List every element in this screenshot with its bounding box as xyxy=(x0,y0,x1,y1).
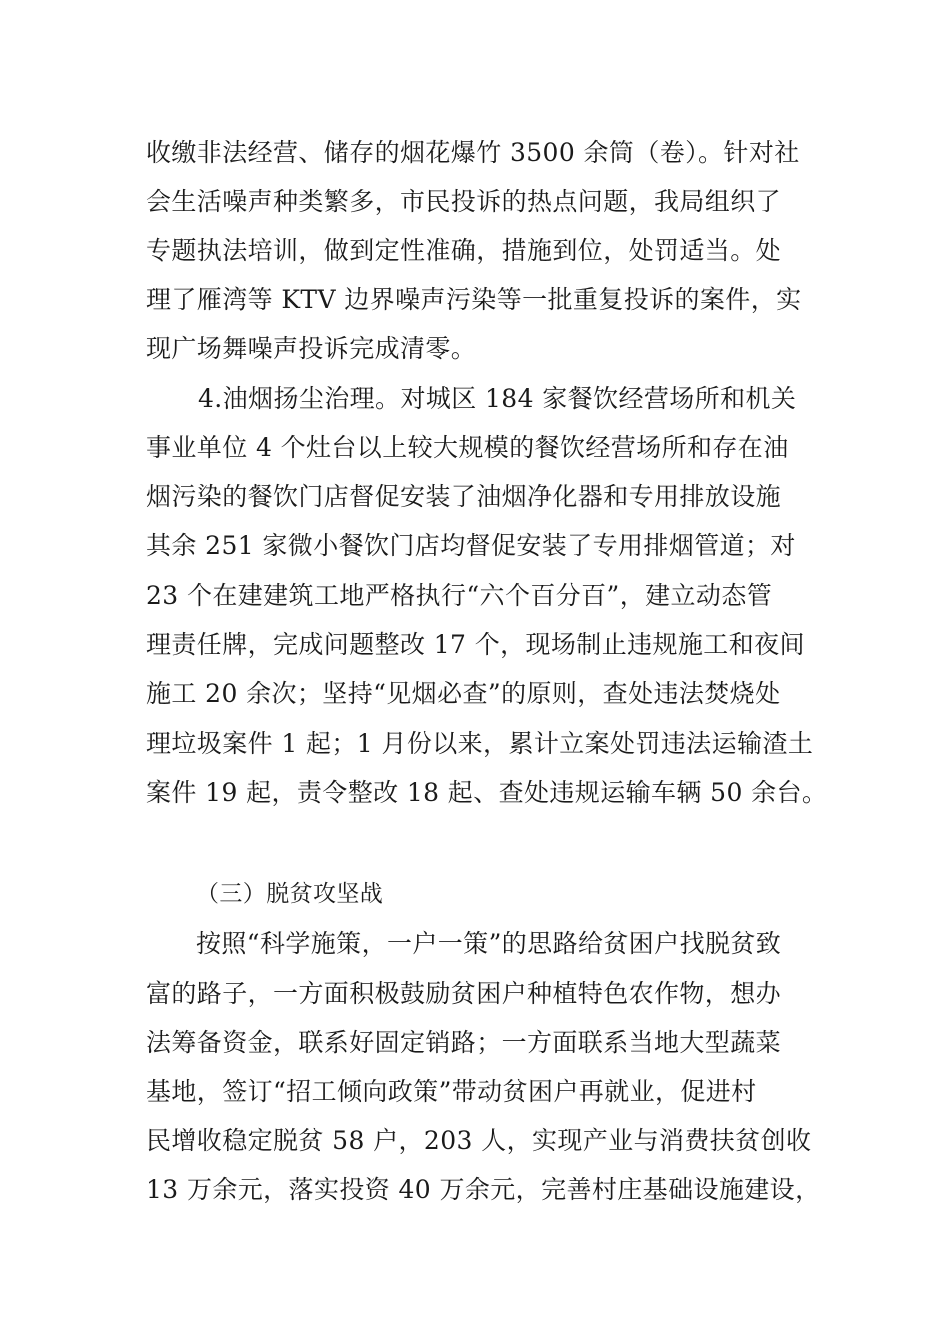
paragraph-1-line-5: 现广场舞噪声投诉完成清零。 xyxy=(146,334,477,363)
paragraph-1-line-4: 理了雁湾等 KTV 边界噪声污染等一批重复投诉的案件，实 xyxy=(146,285,802,314)
paragraph-3-line-4: 基地，签订“招工倾向政策”带动贫困户再就业，促进村 xyxy=(146,1077,757,1106)
paragraph-3-line-3: 法筹备资金，联系好固定销路；一方面联系当地大型蔬菜 xyxy=(146,1028,782,1057)
section-heading: （三）脱贫攻坚战 xyxy=(196,881,384,907)
paragraph-2-line-1: 4.油烟扬尘治理。对城区 184 家餐饮经营场所和机关 xyxy=(198,384,797,413)
paragraph-2-line-5: 23 个在建建筑工地严格执行“六个百分百”，建立动态管 xyxy=(146,581,773,610)
paragraph-3-line-2: 富的路子，一方面积极鼓励贫困户种植特色农作物，想办 xyxy=(146,979,782,1008)
paragraph-2-line-8: 理垃圾案件 1 起；1 月份以来，累计立案处罚违法运输渣土 xyxy=(146,729,814,758)
paragraph-2-line-2: 事业单位 4 个灶台以上较大规模的餐饮经营场所和存在油 xyxy=(146,433,789,462)
paragraph-3-line-5: 民增收稳定脱贫 58 户，203 人，实现产业与消费扶贫创收 xyxy=(146,1126,812,1155)
paragraph-3-line-6: 13 万余元，落实投资 40 万余元，完善村庄基础设施建设， xyxy=(146,1175,821,1204)
paragraph-3-line-1: 按照“科学施策，一户一策”的思路给贫困户找脱贫致 xyxy=(196,929,782,958)
paragraph-1-line-2: 会生活噪声种类繁多，市民投诉的热点问题，我局组织了 xyxy=(146,187,782,216)
paragraph-2-line-3: 烟污染的餐饮门店督促安装了油烟净化器和专用排放设施 xyxy=(146,482,782,511)
paragraph-2-line-4: 其余 251 家微小餐饮门店均督促安装了专用排烟管道；对 xyxy=(146,531,796,560)
paragraph-2-line-6: 理责任牌，完成问题整改 17 个，现场制止违规施工和夜间 xyxy=(146,630,805,659)
paragraph-1-line-3: 专题执法培训，做到定性准确，措施到位，处罚适当。处 xyxy=(146,236,782,265)
paragraph-2-line-9: 案件 19 起，责令整改 18 起、查处违规运输车辆 50 余台。 xyxy=(146,778,828,807)
paragraph-2-line-7: 施工 20 余次；坚持“见烟必查”的原则，查处违法焚烧处 xyxy=(146,679,781,708)
paragraph-1-line-1: 收缴非法经营、储存的烟花爆竹 3500 余筒（卷）。针对社 xyxy=(146,138,800,167)
